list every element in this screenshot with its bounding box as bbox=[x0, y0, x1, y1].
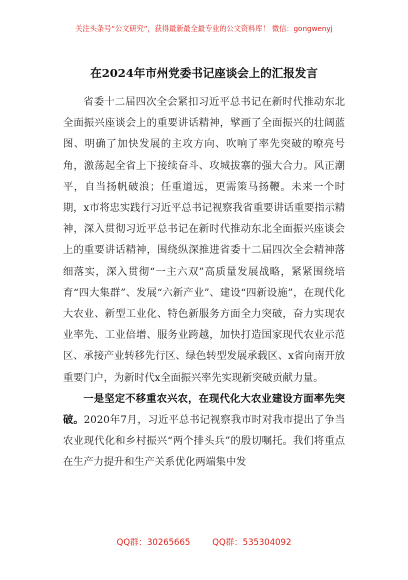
body-paragraph-2 bbox=[63, 389, 345, 474]
paragraph-body-text: 2020年7月，习近平总书记视察我市时对我市提出了争当农业现代化和乡村振兴“两个排头兵”的殷切嘱托。我们将重点在生产力提升和生产关系优化两端集中发 bbox=[63, 415, 346, 469]
paragraph-lead-heading: 一是坚定不移重农兴农，在现代化大农业建设方面率先突破。 bbox=[63, 392, 345, 427]
document-body bbox=[63, 92, 345, 474]
footer-qq-group-1: QQ群：30265665 bbox=[116, 538, 191, 548]
body-paragraph: 省委十二届四次全会紧扣习近平总书记在新时代推动东北全面振兴座谈会上的重要讲话精神，擘画了全面振兴的壮阔蓝图、明确了加快发展的主攻方向、吹响了率先突破的嘹亮号角，激荡起全省上下接续奋斗、攻城拔寨的强大合力。风正潮平，自当扬帆破浪；任重道远，更需策马扬鞭。未来一个时期，x市将忠实践行习近平总书记视察我省重要讲话重要指示精神，深入贯彻习近平总书记在新时代推动东北全面振兴座谈会上的重要讲话精神，围绕纵深推进省委十二届四次全会精神落细落实，深入贯彻“一主六双”高质量发展战略，紧紧围绕培育“四大集群”、发展“六新产业”、建设“四新设施”，在现代化大农业、新型工业化、特色新服务方面全力突破，奋力实现农业率先、工业倍增、服务业跨越，加快打造国家现代农业示范区、承接产业转移先行区、绿色转型发展承载区、x省向南开放重要门户，为新时代x全面振兴率先实现新突破贡献力量。 bbox=[63, 97, 345, 384]
footer-contact bbox=[0, 538, 408, 549]
footer-qq-group-2: QQ群：535304092 bbox=[212, 538, 292, 548]
document-title: 在2024年市州党委书记座谈会上的汇报发言 bbox=[90, 66, 318, 80]
header-promo-text: 关注头条号“公文研究”，获得最新最全最专业的公文资料库！ 微信：gongwenyj bbox=[75, 24, 333, 33]
